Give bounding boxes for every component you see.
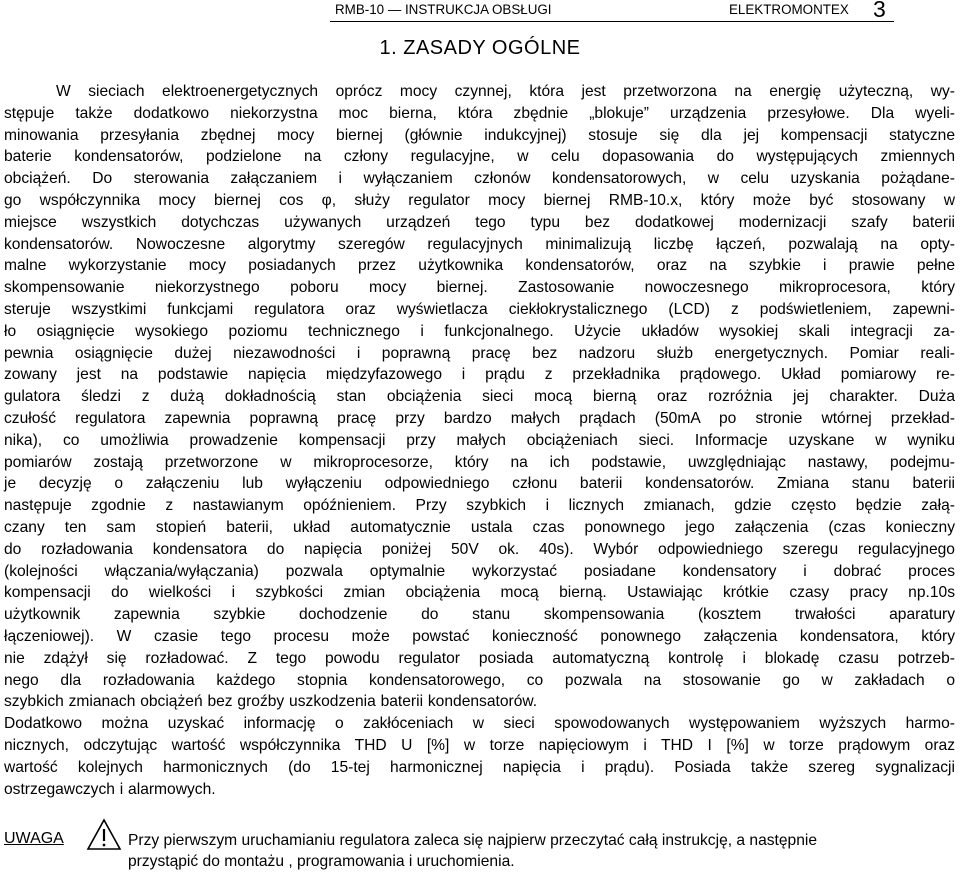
body-line: pomiarów zostają przetworzone w mikroprocesorze, który na ich podstawie, uwzględniając nastawy, podejmu- [4,453,955,471]
body-text [4,81,955,800]
body-line: (kolejności włączania/wyłączania) pozwala optymalnie wykorzystać posiadane kondensatory i dobrać proces [4,562,955,580]
body-line: nika), co umożliwia prowadzenie kompensacji przy małych obciążeniach sieci. Informacje uzyskane w wyniku [4,431,955,449]
body-line: ostrzegawczych i alarmowych. [4,780,216,798]
body-line: pewnia osiągnięcie dużej niezawodności i poprawną pracę bez nadzoru służb energetycznych. Pomiar reali- [4,344,955,362]
body-line: je decyzję o załączeniu lub wyłączeniu odpowiedniego członu baterii kondensatorów. Zmiana stanu baterii [4,475,955,493]
body-line: skompensowanie niekorzystnego poboru mocy biernej. Zastosowanie nowoczesnego mikroprocesora, który [4,279,955,297]
header-company: ELEKTROMONTEX [729,2,849,17]
body-line: łączeniowej). W czasie tego procesu może powstać konieczność ponownego załączenia kondensatora, który [4,627,955,645]
body-line: miejsce wszystkich dotychczas używanych urządzeń tego typu bez dodatkowej modernizacji szafy baterii [4,213,955,231]
body-line: stępuje także dodatkowo niekorzystna moc bierna, która zbędnie „blokuje” urządzenia przesyłowe. Dla wyeli- [4,104,955,122]
body-line: ło osiągnięcie wysokiego poziomu technicznego i funkcjonalnego. Użycie układów wysokiej skali integracji za- [4,322,955,340]
body-line: minowania przesyłania zbędnej mocy biernej (głównie indukcyjnej) stosuje się dla jej kompensacji statyczne [4,126,955,144]
body-line: do rozładowania kondensatora do napięcia poniżej 50V ok. 40s). Wybór odpowiedniego szeregu regulacyjnego [4,540,955,558]
warning-label: UWAGA [4,830,64,847]
warning-line: przystąpić do montażu , programowania i uruchomienia. [128,853,515,870]
section-title: 1. ZASADY OGÓLNE [379,37,581,59]
body-line: następuje zgodnie z nastawianym opóźnieniem. Przy szybkich i licznych zmianach, gdzie często będzie załą- [4,497,955,515]
body-line: obciążeń. Do sterowania załączaniem i wyłączaniem członów kondensatorowych, w celu uzyskania pożądane- [4,170,955,188]
page-number: 3 [873,0,886,22]
body-line: nie zdążył się rozładować. Z tego powodu regulator posiada automatyczną kontrolę i blokadę czasu potrzeb- [4,649,955,667]
body-line: kondensatorów. Nowoczesne algorytmy szeregów regulacyjnych minimalizują liczbę łączeń, pozwalają na opty- [4,235,955,253]
body-line: czułość regulatora zapewnia poprawną pracę przy bardzo małych prądach (50mA po stronie wtórnej przekład- [4,409,955,427]
warning-note [4,826,955,871]
warning-triangle-icon [86,818,122,852]
body-line: kompensacji do wielkości i szybkości zmian obciążenia mocą bierną. Ustawiając krótkie czasy pracy np.10s [4,584,955,602]
body-line: Dodatkowo można uzyskać informację o zakłóceniach w sieci spowodowanych występowaniem wyższych harmo- [4,715,955,733]
body-line: użytkownik zapewnia szybkie dochodzenie do stanu skompensowania (kosztem trwałości aparatury [4,606,955,624]
body-line: go współczynnika mocy biernej cos φ, służy regulator mocy biernej RMB-10.x, który może być stosowany w [4,191,955,209]
page-header [0,0,960,24]
header-rule [330,21,894,22]
body-line: szybkich zmianach obciążeń bez groźby uszkodzenia baterii kondensatorów. [4,693,538,711]
body-line: czany ten sam stopień baterii, układ automatycznie ustala czas ponownego jego załączenia (czas konieczny [4,518,955,536]
body-line: nego dla rozładowania każdego stopnia kondensatorowego, co pozwala na stosowanie go w zakładach o [4,671,955,689]
body-line: steruje wszystkimi funkcjami regulatora oraz wyświetlacza ciekłokrystalicznego (LCD) z podświetleniem, zapewni- [4,300,955,318]
warning-text [128,830,955,872]
body-line: zowany jest na podstawie napięcia międzyfazowego i prądu z przekładnika prądowego. Układ pomiarowy re- [4,366,955,384]
body-line: baterie kondensatorów, podzielone na człony regulacyjne, w celu dopasowania do występujących zmiennych [4,148,955,166]
body-line: nicznych, odczytując wartość współczynnika THD U [%] w torze napięciowym i THD I [%] w torze prądowym oraz [4,736,955,754]
body-line: gulatora śledzi z dużą dokładnością stan obciążenia sieci mocą bierną oraz rozróżnia jej charakter. Duża [4,388,955,406]
body-line: W sieciach elektroenergetycznych oprócz mocy czynnej, która jest przetworzona na energię użyteczną, wy- [56,83,955,100]
body-line: wartość kolejnych harmonicznych (do 15-tej harmonicznej napięcia i prądu). Posiada także szereg sygnalizacji [4,758,955,776]
body-line: malne wykorzystanie mocy posiadanych przez użytkownika kondensatorów, oraz na szybkie i prawie pełne [4,257,955,275]
warning-line: Przy pierwszym uruchamianiu regulatora zaleca się najpierw przeczytać całą instrukcję, a następnie [128,832,818,849]
header-title: RMB-10 — INSTRUKCJA OBSŁUGI [335,2,552,17]
